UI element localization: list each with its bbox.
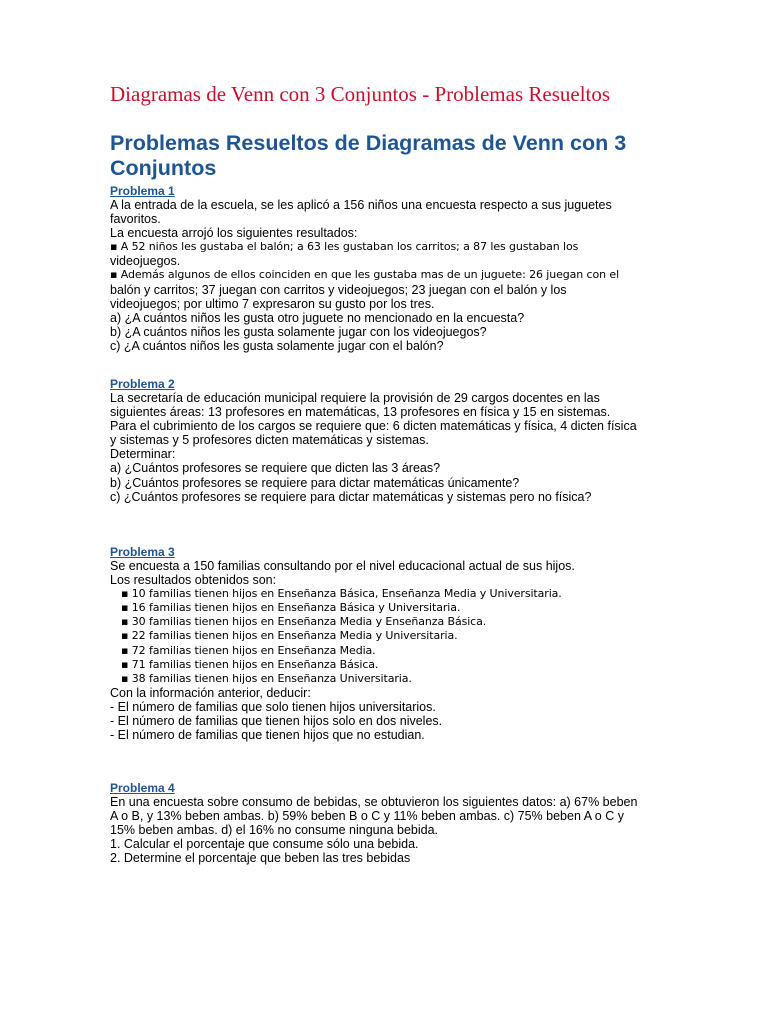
problem-1-line: c) ¿A cuántos niños les gusta solamente jugar con el balón?: [110, 338, 444, 353]
problem-3-bullet: ▪ 10 familias tienen hijos en Enseñanza Básica, Enseñanza Media y Universitaria.: [121, 587, 562, 601]
problem-3-bullet: ▪ 38 familias tienen hijos en Enseñanza Universitaria.: [121, 671, 412, 685]
problem-3-bullet: ▪ 72 familias tienen hijos en Enseñanza Media.: [121, 643, 376, 657]
problem-4-line: 15% beben ambas. d) el 16% no consume ninguna bebida.: [110, 823, 439, 838]
problem-1-line: favoritos.: [110, 212, 161, 227]
problem-3-outro-line: - El número de familias que solo tienen hijos universitarios.: [110, 699, 436, 714]
problem-1-line: balón y carritos; 37 juegan con carritos y videojuegos; 23 juegan con el balón y los: [110, 282, 567, 297]
problem-1-line: ▪ A 52 niños les gustaba el balón; a 63 les gustaban los carritos; a 87 les gustaban los: [110, 240, 579, 254]
problem-1-line: b) ¿A cuántos niños les gusta solamente jugar con los videojuegos?: [110, 324, 487, 339]
problem-3-bullet: ▪ 22 familias tienen hijos en Enseñanza Media y Universitaria.: [121, 629, 458, 643]
problem-2-line: Determinar:: [110, 447, 176, 462]
page-heading: Problemas Resueltos de Diagramas de Venn con 3 Conjuntos: [110, 131, 627, 180]
problem-3-bullet: ▪ 71 familias tienen hijos en Enseñanza Básica.: [121, 657, 379, 671]
problem-3-outro-line: - El número de familias que tienen hijos que no estudian.: [110, 728, 425, 743]
problem-3: [110, 545, 650, 742]
problem-1-line: videojuegos.: [110, 254, 181, 269]
problem-3-intro-line: Los resultados obtenidos son:: [110, 573, 277, 588]
problem-2-line: y sistemas y 5 profesores dicten matemáticas y sistemas.: [110, 433, 429, 448]
document-title: Diagramas de Venn con 3 Conjuntos - Problemas Resueltos: [110, 82, 611, 106]
problem-2-line: c) ¿Cuántos profesores se requiere para dictar matemáticas y sistemas pero no física?: [110, 489, 592, 504]
problem-4-line: En una encuesta sobre consumo de bebidas, se obtuvieron los siguientes datos: a) 67% beben: [110, 795, 638, 809]
problem-1: [110, 184, 650, 353]
problem-1-line: A la entrada de la escuela, se les aplicó a 156 niños una encuesta respecto a sus juguetes: [110, 198, 612, 212]
problem-1-line: La encuesta arrojó los siguientes resultados:: [110, 226, 358, 241]
problem-2: [110, 377, 650, 504]
problem-4-title[interactable]: Problema 4: [110, 781, 175, 795]
problem-1-line: ▪ Además algunos de ellos coinciden en que les gustaba mas de un juguete: 26 juegan con el: [110, 268, 620, 282]
problem-3-intro-line: Se encuesta a 150 familias consultando por el nivel educacional actual de sus hijos.: [110, 559, 575, 573]
problem-2-title[interactable]: Problema 2: [110, 377, 175, 391]
problem-2-line: siguientes áreas: 13 profesores en matemáticas, 13 profesores en física y 15 en sistemas.: [110, 405, 611, 420]
problem-3-bullet: ▪ 16 familias tienen hijos en Enseñanza Básica y Universitaria.: [121, 601, 461, 615]
problem-3-bullet: ▪ 30 familias tienen hijos en Enseñanza Media y Enseñanza Básica.: [121, 615, 487, 629]
problem-1-line: a) ¿A cuántos niños les gusta otro juguete no mencionado en la encuesta?: [110, 310, 525, 325]
problem-1-title[interactable]: Problema 1: [110, 184, 175, 198]
problem-1-line: videojuegos; por ultimo 7 expresaron su gusto por los tres.: [110, 296, 435, 311]
problem-2-line: a) ¿Cuántos profesores se requiere que dicten las 3 áreas?: [110, 461, 441, 476]
problem-2-line: La secretaría de educación municipal requiere la provisión de 29 cargos docentes en las: [110, 391, 600, 405]
problem-3-outro-line: Con la información anterior, deducir:: [110, 685, 311, 700]
problem-4-line: 1. Calcular el porcentaje que consume sólo una bebida.: [110, 837, 419, 852]
problem-3-outro-line: - El número de familias que tienen hijos solo en dos niveles.: [110, 714, 443, 729]
problem-4-line: A o B, y 13% beben ambas. b) 59% beben B o C y 11% beben ambas. c) 75% beben A o C y: [110, 809, 624, 824]
problem-4: [110, 781, 650, 865]
problem-2-line: Para el cubrimiento de los cargos se requiere que: 6 dicten matemáticas y física, 4 dicten física: [110, 419, 637, 434]
problem-2-line: b) ¿Cuántos profesores se requiere para dictar matemáticas únicamente?: [110, 475, 520, 490]
problem-3-title[interactable]: Problema 3: [110, 545, 175, 559]
problem-4-line: 2. Determine el porcentaje que beben las tres bebidas: [110, 851, 411, 866]
